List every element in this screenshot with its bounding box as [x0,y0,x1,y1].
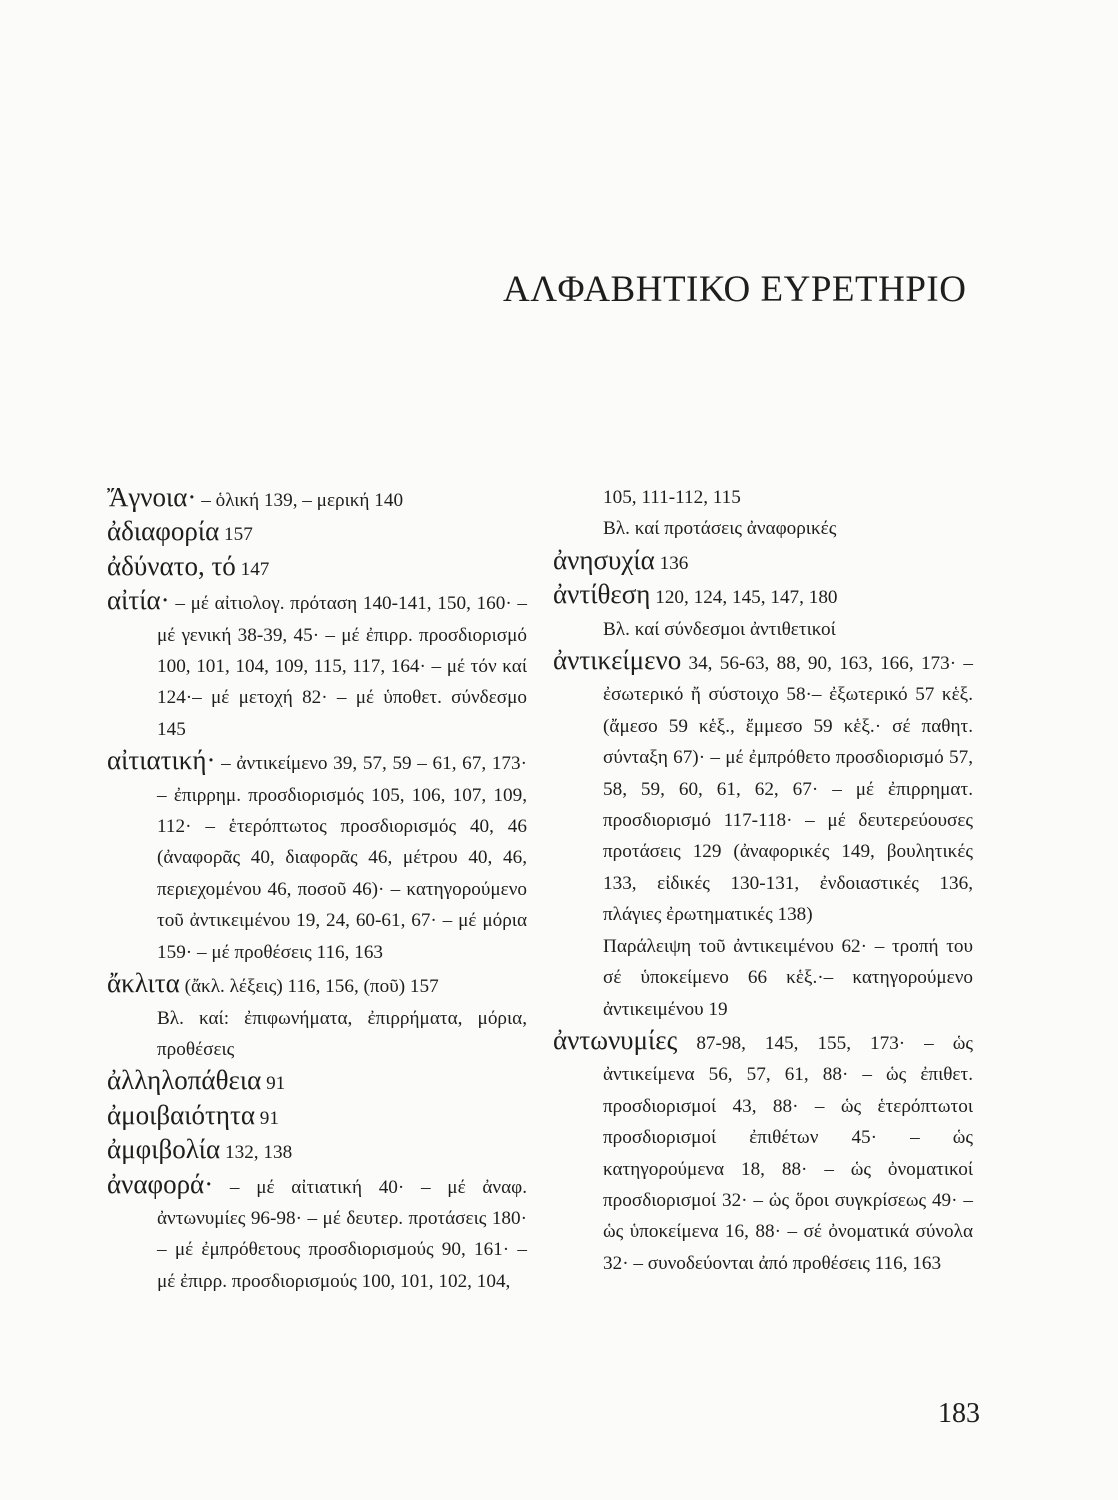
entry-see-also: Βλ. καί: ἐπιφωνήματα, ἐπιρρήματα, μόρια, προθέσεις [157,1007,527,1060]
entry-headword: ἀνησυχία [553,544,655,575]
entry-headword: ἀναφορά· [107,1168,214,1199]
index-entry [107,551,527,585]
page-number: 183 [938,1398,980,1429]
entry-text: 147 [235,558,270,580]
entry-headword: ἀδιαφορία [107,516,220,547]
index-entry [553,645,973,931]
entry-headword: ἀντίθεση [553,579,651,610]
index-entry [107,1100,527,1134]
entry-headword: ἀντικείμενο [553,645,682,676]
entry-text: (ἄκλ. λέξεις) 116, 156, (ποῦ) 157 [179,976,439,998]
index-entry [107,1065,527,1099]
entry-text: – μέ αἰτιατική 40· – μέ ἀναφ. ἀντωνυμίες 96-98· – μέ δευτερ. προτάσεις 180· – μέ ἐμπρόθετους προσδιορισμούς 90, 161· – μέ ἐπιρρ. προσδιορισμούς 100, 101, 102, 104, [157,1176,527,1292]
entry-text: – ἀντικείμενο 39, 57, 59 – 61, 67, 173· – ἐπιρρημ. προσδιορισμός 105, 106, 107, 109, 112· – ἑτερόπτωτος προσδιορισμός 40, 46 (ἀναφορᾶς 40, διαφορᾶς 46, μέτρου 40, 46, περιεχομένου 46, ποσοῦ 46)· – κατηγορούμενο τοῦ ἀντικειμένου 19, 24, 60-61, 67· – μέ μόρια 159· – μέ προθέσεις 116, 163 [157,753,527,963]
entry-headword: ἀλληλοπάθεια [107,1065,262,1096]
entry-text: – ὁλική 139, – μερική 140 [196,490,404,511]
index-entry [553,579,973,613]
index-entry [553,1025,973,1279]
entry-headword: αἰτιατική· [107,745,216,776]
entry-headword: ἄκλιτα [107,968,180,999]
entry-headword: ἀμοιβαιότητα [107,1099,255,1130]
entry-continuation: 105, 111-112, 115 [603,487,741,508]
entry-see-also: Βλ. καί σύνδεσμοι ἀντιθετικοί [603,618,836,640]
entry-headword: ἀδύνατο, τό [107,550,236,581]
index-entry [107,482,527,516]
entry-text: 87-98, 145, 155, 173· – ὡς ἀντικείμενα 56, 57, 61, 88· – ὡς ἐπιθετ. προσδιορισμοί 43, 88· – ὡς ἑτερόπτωτοι προσδιορισμοί ἐπιθέτων 45· – ὡς κατηγορούμενα 18, 88· – ὡς ὀνοματικοί προσδιορισμοί 32· – ὡς ὅροι συγκρίσεως 49· – ὡς ὑποκείμενα 16, 88· – σέ ὀνοματικά σύνολα 32· – συνοδεύονται ἀπό προθέσεις 116, 163 [603,1032,973,1274]
entry-see-also: Βλ. καί προτάσεις ἀναφορικές [603,518,837,540]
index-entry [107,1169,527,1298]
entry-text: – μέ αἰτιολογ. πρόταση 140-141, 150, 160· – μέ γενική 38-39, 45· – μέ ἐπιρρ. προσδιορισμό 100, 101, 104, 109, 115, 117, 164· – μέ τόν καί 124·– μέ μετοχή 82· – μέ ὑποθετ. σύνδεσμο 145 [157,593,527,740]
entry-text: 132, 138 [220,1142,293,1164]
index-entry [107,585,527,745]
entry-text: 91 [261,1073,286,1095]
index-entry [107,1134,527,1168]
index-entry [107,516,527,550]
index-entry [107,745,527,968]
page-title: ΑΛΦΑΒΗΤΙΚΟ ΕΥΡΕΤΗΡΙΟ [503,269,967,310]
entry-headword: αἰτία· [107,585,170,616]
entry-headword: Ἄγνοια· [107,482,197,512]
entry-extra: Παράλειψη τοῦ ἀντικειμένου 62· – τροπή του σέ ὑποκείμενο 66 κἑξ.·– κατηγορούμενο ἀντικειμένου 19 [603,935,973,1020]
entry-text: 91 [255,1107,279,1129]
entry-text: 120, 124, 145, 147, 180 [650,587,838,609]
index-column-left [107,482,527,1297]
entry-text: 34, 56-63, 88, 90, 163, 166, 173· – ἐσωτερικό ἤ σύστοιχο 58·– ἐξωτερικό 57 κἑξ. (ἄμεσο 59 κἑξ., ἔμμεσο 59 κἑξ.· σέ παθητ. σύνταξη 67)· – μέ ἐμπρόθετο προσδιορισμό 57, 58, 59, 60, 61, 62, 67· – μέ ἐπιρρηματ. προσδιορισμό 117-118· – μέ δευτερεύουσες προτάσεις 129 (ἀναφορικές 149, βουλητικές 133, εἰδικές 130-131, ἐνδοιαστικές 136, πλάγιες ἐρωτηματικές 138) [603,653,973,926]
entry-text: 157 [219,524,253,546]
entry-headword: ἀντωνυμίες [553,1024,678,1055]
entry-headword: ἀμφιβολία [107,1134,221,1165]
entry-text: 136 [654,552,689,574]
index-entry [553,545,973,579]
index-column-right [553,482,973,1279]
index-entry [107,968,527,1002]
